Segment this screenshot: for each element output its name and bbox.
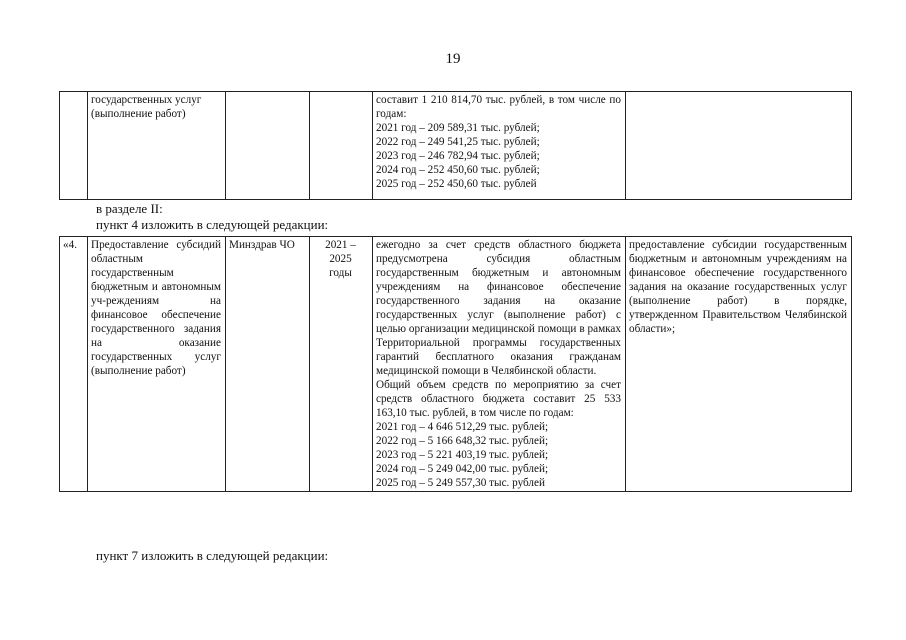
funding-total-line: составит 1 210 814,70 тыс. рублей, в том числе по годам: [376,94,621,120]
funding-year-line: 2024 год – 5 249 042,00 тыс. рублей; [376,463,549,475]
page-number: 19 [445,51,461,67]
section-heading: в разделе II: [96,201,163,216]
funding-year-line: 2025 год – 252 450,60 тыс. рублей [376,178,537,190]
funding-cell [373,92,626,200]
table-row [60,92,852,200]
funding-year-line: 2025 год – 5 249 557,30 тыс. рублей [376,477,545,489]
executor-cell [226,92,310,200]
result-cell: предоставление субсидии государственным бюджетным и автономным учреждениям на финансовое обеспечение государственного задания на оказание государственных услуг (выполнение работ) в порядке, утвержденном Правительством Челябинской области»; [626,237,852,492]
period-cell [310,237,373,492]
funding-year-line: 2021 год – 4 646 512,29 тыс. рублей; [376,421,549,433]
funding-year-line: 2024 год – 252 450,60 тыс. рублей; [376,164,540,176]
funding-year-line: 2023 год – 246 782,94 тыс. рублей; [376,150,540,162]
executor-cell: Минздрав ЧО [226,237,310,492]
instruction-text: пункт 4 изложить в следующей редакции: [96,217,329,232]
funding-year-line: 2021 год – 209 589,31 тыс. рублей; [376,122,540,134]
number-cell: «4. [60,237,88,492]
table-row [60,237,852,492]
funding-description: ежегодно за счет средств областного бюджета предусмотрена субсидия областным государственным бюджетным и автономным учреждениям на финансовое обеспечение государственного задания на оказание государственных услуг (выполнение работ) с целью организации медицинской помощи в рамках Территориальной программы государственных гарантий бесплатного оказания гражданам медицинской помощи в Челябинской области. [376,239,621,377]
activity-name-cell: государственных услуг (выполнение работ) [88,92,226,200]
funding-total: Общий объем средств по мероприятию за счет средств областного бюджета составит 25 533 163,10 тыс. рублей, в том числе по годам: [376,379,621,419]
period-line: 2021 – [325,239,356,251]
period-cell [310,92,373,200]
activity-name-cell: Предоставление субсидий областным государственным бюджетным и автономным уч-реждениям на финансовое обеспечение государственного задания на оказание государственных услуг (выполнение работ) [88,237,226,492]
instruction-text: пункт 7 изложить в следующей редакции: [96,548,329,563]
funding-year-line: 2022 год – 249 541,25 тыс. рублей; [376,136,540,148]
funding-year-line: 2022 год – 5 166 648,32 тыс. рублей; [376,435,549,447]
funding-cell [373,237,626,492]
program-table-item-4 [59,236,852,492]
program-table-continuation [59,91,852,200]
period-line: годы [329,267,352,279]
period-line: 2025 [329,253,352,265]
number-cell [60,92,88,200]
funding-year-line: 2023 год – 5 221 403,19 тыс. рублей; [376,449,549,461]
result-cell [626,92,852,200]
